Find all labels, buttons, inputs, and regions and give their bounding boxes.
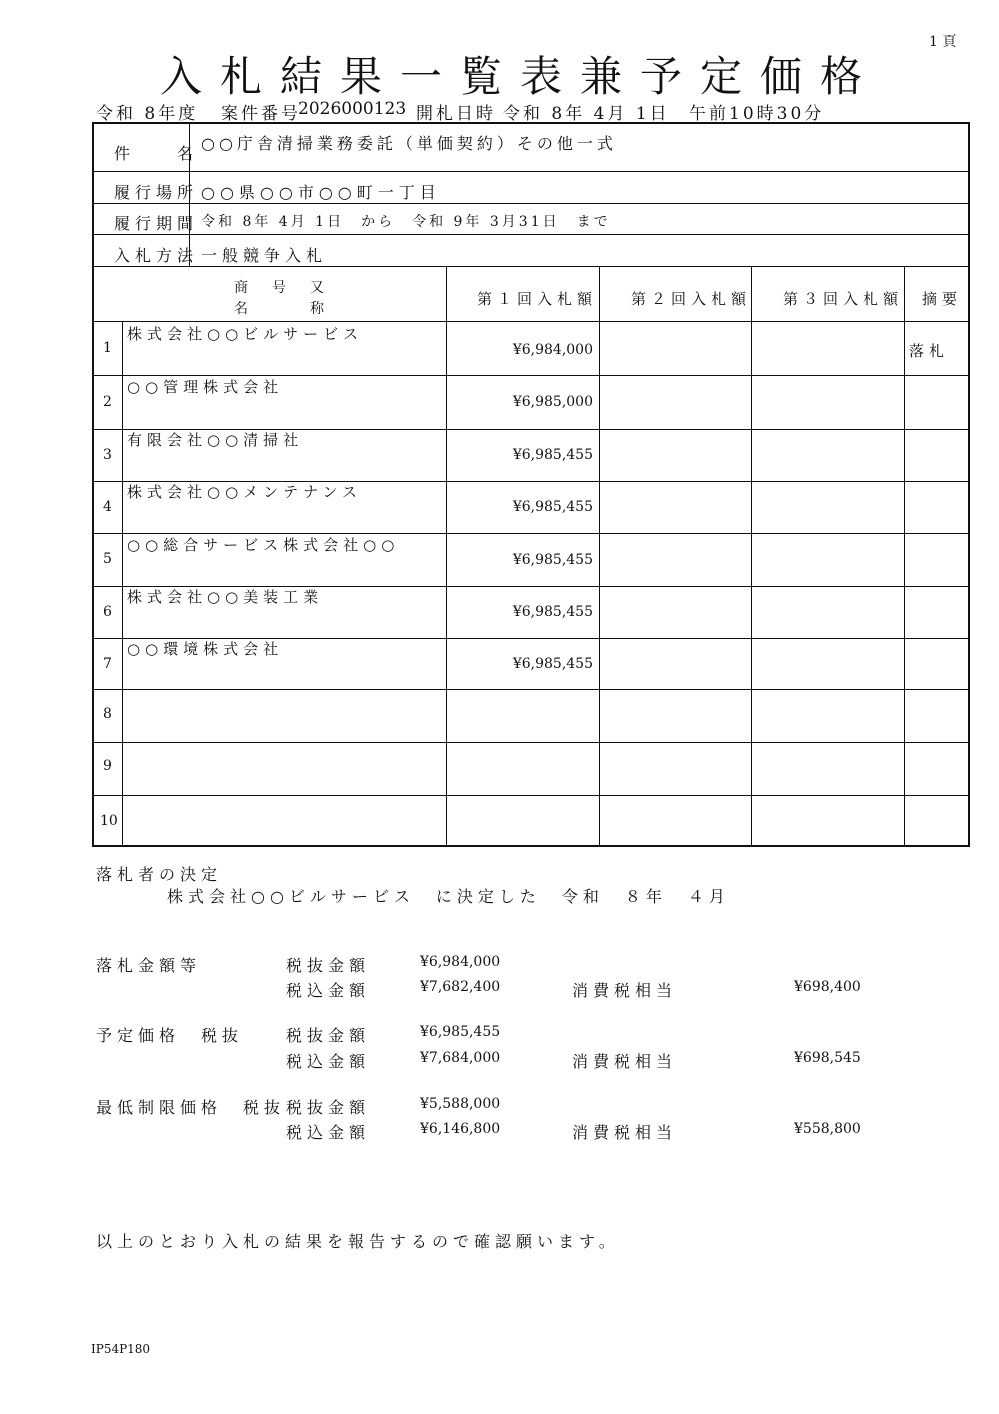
header-name-top: 商 号 又 [234, 280, 329, 296]
tax-amount: ¥698,545 [794, 1050, 861, 1066]
row-bidder-name: 株式会社○○メンテナンス [127, 483, 362, 501]
info-label-name: 件 名 [114, 144, 199, 163]
row-bidder-name: ○○総合サービス株式会社○○ [127, 536, 400, 554]
summary-label: 予定価格 税抜 [96, 1026, 244, 1045]
info-value-place: ○○県○○市○○町一丁目 [201, 183, 441, 202]
header-date: 令和 8年 4月 1日 [503, 104, 670, 124]
row-bid-amount: ¥6,985,455 [512, 552, 593, 568]
header-era: 令和 8年度 [96, 104, 199, 124]
tax-label: 消費税相当 [572, 1052, 678, 1071]
page-title: 入札結果一覧表兼予定価格 [159, 52, 880, 101]
row-number: 3 [103, 447, 112, 463]
incl-amount: ¥6,146,800 [420, 1121, 501, 1137]
row-number: 7 [103, 656, 112, 672]
header-round-3: 第３回入札額 [783, 290, 904, 308]
excl-label: 税抜金額 [286, 956, 371, 975]
row-bid-amount: ¥6,985,455 [512, 604, 593, 620]
incl-amount: ¥7,684,000 [420, 1050, 501, 1066]
row-number: 9 [103, 758, 112, 774]
row-remark: 落札 [909, 342, 950, 360]
excl-amount: ¥6,985,455 [420, 1024, 501, 1040]
tax-amount: ¥558,800 [794, 1121, 861, 1137]
row-bidder-name: 株式会社○○美装工業 [127, 588, 324, 606]
excl-amount: ¥5,588,000 [420, 1096, 501, 1112]
excl-amount: ¥6,984,000 [420, 954, 501, 970]
row-bidder-name: ○○環境株式会社 [127, 640, 284, 658]
info-value-name: ○○庁舎清掃業務委託（単価契約）その他一式 [201, 134, 617, 153]
header-date-label: 開札日時 [416, 104, 496, 124]
row-number: 6 [103, 604, 112, 620]
row-number: 2 [103, 394, 112, 410]
header-round-2: 第２回入札額 [631, 290, 752, 308]
row-bid-amount: ¥6,985,000 [512, 394, 593, 410]
header-round-1: 第１回入札額 [477, 290, 598, 308]
incl-label: 税込金額 [286, 1052, 371, 1071]
summary-label: 最低制限価格 税抜 [96, 1098, 286, 1117]
info-value-method: 一般競争入札 [201, 246, 328, 265]
row-bid-amount: ¥6,985,455 [512, 447, 593, 463]
closing-note: 以上のとおり入札の結果を報告するので確認願います。 [96, 1232, 620, 1251]
row-bidder-name: ○○管理株式会社 [127, 378, 284, 396]
winner-label: 落札者の決定 [96, 865, 223, 884]
winner-text: 株式会社○○ビルサービス に決定した 令和 ８年 ４月 [167, 887, 730, 906]
header-number: 2026000123 [298, 99, 407, 119]
tax-amount: ¥698,400 [794, 979, 861, 995]
row-bid-amount: ¥6,984,000 [512, 342, 593, 358]
form-code: IP54P180 [91, 1342, 151, 1356]
incl-label: 税込金額 [286, 1123, 371, 1142]
header-remarks: 摘要 [922, 290, 963, 308]
incl-amount: ¥7,682,400 [420, 979, 501, 995]
incl-label: 税込金額 [286, 981, 371, 1000]
row-number: 10 [100, 813, 118, 829]
info-label-method: 入札方法 [114, 246, 199, 265]
info-label-period: 履行期間 [114, 214, 199, 233]
header-time: 午前10時30分 [689, 104, 825, 124]
excl-label: 税抜金額 [286, 1098, 371, 1117]
tax-label: 消費税相当 [572, 981, 678, 1000]
info-value-period: 令和 8年 4月 1日 から 令和 9年 3月31日 まで [201, 214, 611, 230]
row-number: 5 [103, 551, 112, 567]
excl-label: 税抜金額 [286, 1026, 371, 1045]
tax-label: 消費税相当 [572, 1123, 678, 1142]
row-bid-amount: ¥6,985,455 [512, 656, 593, 672]
header-name-bottom: 名 称 [234, 301, 329, 317]
summary-label: 落札金額等 [96, 956, 202, 975]
row-number: 1 [103, 340, 112, 356]
page-number: 1 頁 [929, 34, 957, 50]
info-label-place: 履行場所 [114, 183, 199, 202]
header-number-label: 案件番号 [221, 104, 301, 124]
row-bidder-name: 株式会社○○ビルサービス [127, 325, 364, 343]
row-bidder-name: 有限会社○○清掃社 [127, 431, 304, 449]
row-number: 4 [103, 499, 112, 515]
row-bid-amount: ¥6,985,455 [512, 499, 593, 515]
row-number: 8 [103, 706, 112, 722]
